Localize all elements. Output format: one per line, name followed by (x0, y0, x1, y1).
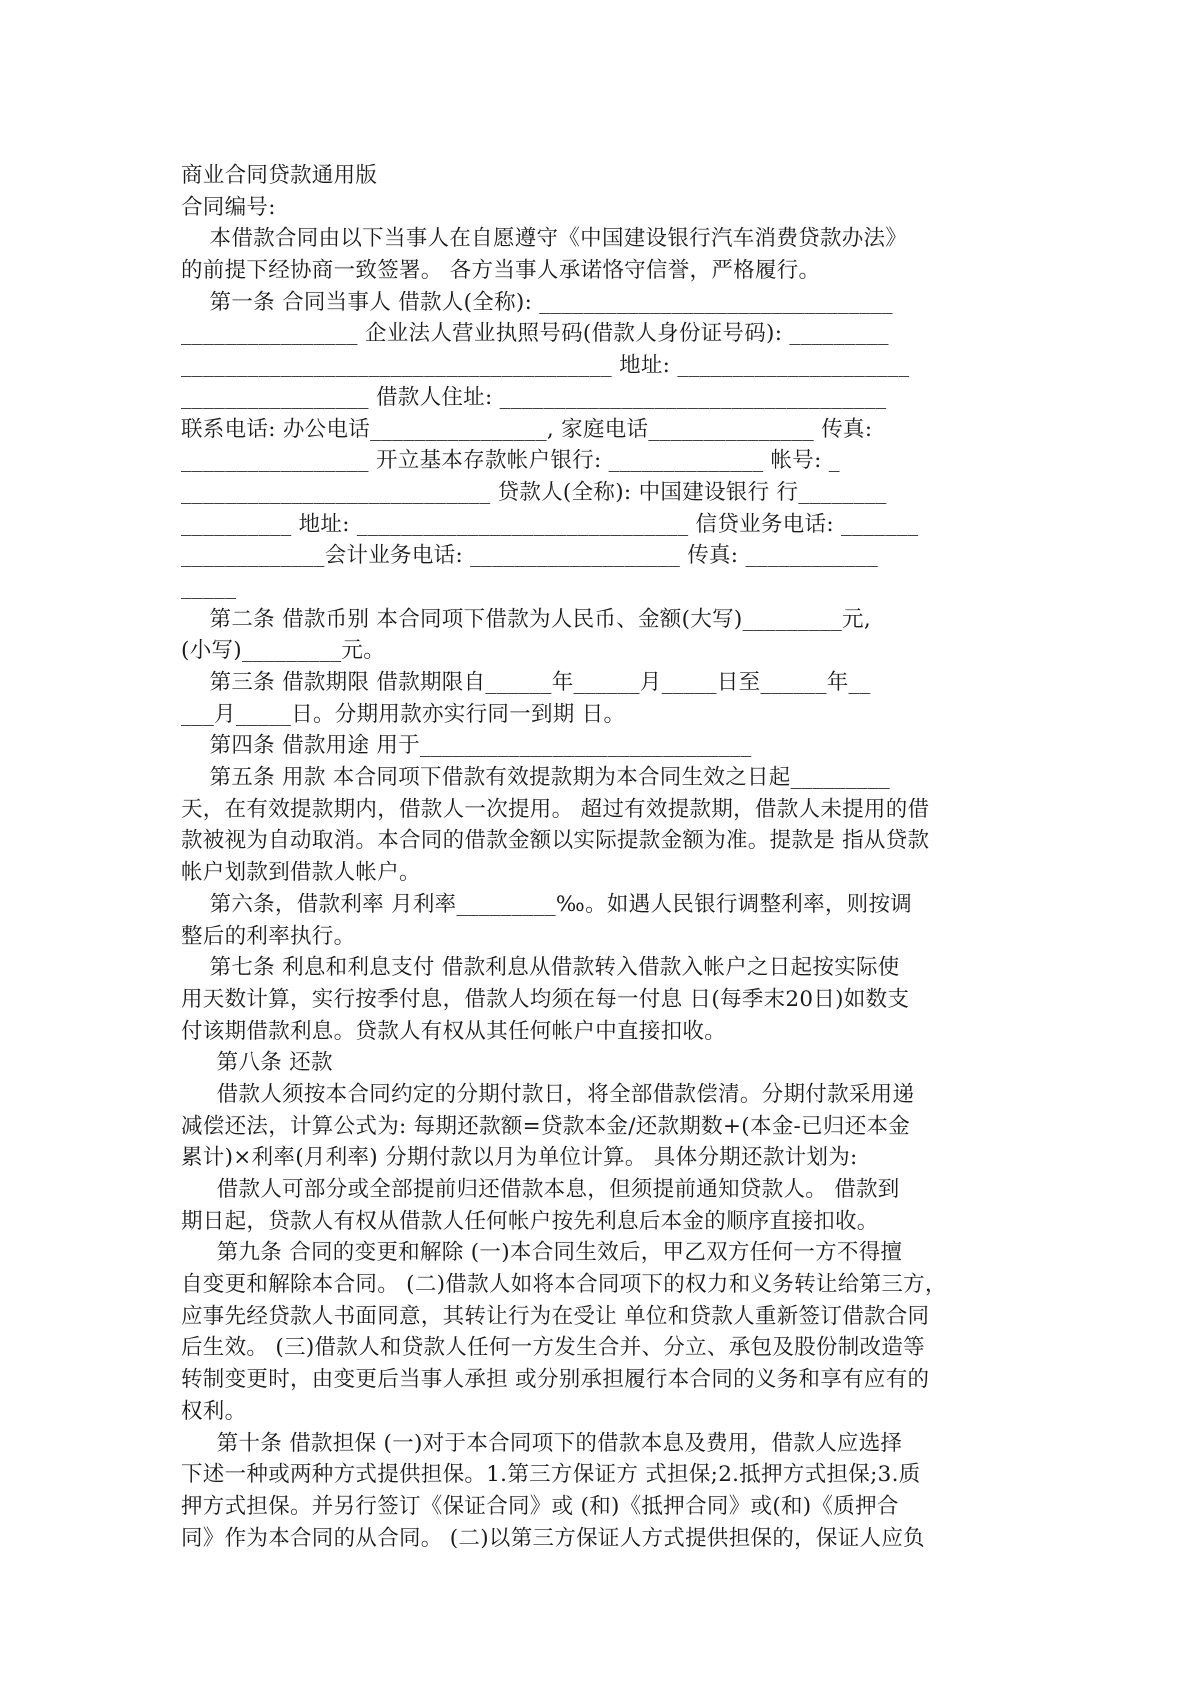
article-10-heading-line: 第十条 借款担保 (一)对于本合同项下的借款本息及费用，借款人应选择 (181, 1430, 903, 1456)
contract-document (181, 160, 1013, 1554)
article-5-heading-line: 第五条 用款 本合同项下借款有效提款期为本合同生效之日起_________ (181, 765, 891, 791)
article-6-heading-line: 第六条，借款利率 月利率_________‰。如遇人民银行调整利率，则按调 (181, 891, 913, 917)
text-line: 后生效。 (三)借款人和贷款人任何一方发生合并、分立、承包及股份制改造等 (181, 1335, 925, 1361)
article-3-heading-line: 第三条 借款期限 借款期限自______年______月_____日至______年__ (181, 670, 871, 695)
article-7-heading-line: 第七条 利息和利息支付 借款利息从借款转入借款入帐户之日起按实际使 (181, 955, 900, 981)
text-line: 权利。 (181, 1398, 247, 1424)
text-line: 的前提下经协商一致签署。 各方当事人承诺恪守信誉，严格履行。 (181, 258, 821, 284)
text-line: (小写)_________元。 (181, 638, 386, 664)
text-line: _____________会计业务电话: ___________________ 传真: ____________ (181, 543, 879, 569)
contract-number-label: 合同编号: (181, 194, 276, 220)
text-line: 押方式担保。并另行签订《保证合同》或 (和)《抵押合同》或(和)《质押合 (181, 1493, 899, 1519)
text-line: _____ (181, 574, 237, 600)
text-line: _________________ 开立基本存款帐户银行: ______________ 帐号: _ (181, 448, 840, 474)
text-line: 款被视为自动取消。本合同的借款金额以实际提款金额为准。提款是 指从贷款 (181, 828, 930, 854)
text-line: 帐户划款到借款人帐户。 (181, 860, 421, 886)
article-8-heading-line: 第八条 还款 (181, 1050, 333, 1076)
article-1-heading-line: 第一条 合同当事人 借款人(全称): ________________________________ (181, 289, 893, 315)
text-line: 借款人须按本合同约定的分期付款日，将全部借款偿清。分期付款采用递 (181, 1081, 915, 1107)
text-line: _______________________________________ 地址: _____________________ (181, 353, 910, 379)
text-line: ____________________________ 贷款人(全称): 中国建设银行 行________ (181, 479, 887, 505)
text-line: 下述一种或两种方式提供担保。1.第三方保证方 式担保;2.抵押方式担保;3.质 (181, 1462, 921, 1488)
text-line: 整后的利率执行。 (181, 923, 356, 949)
text-line: ___月_____日。分期用款亦实行同一到期 日。 (181, 701, 626, 727)
document-title: 商业合同贷款通用版 (181, 163, 378, 188)
text-line: 应事先经贷款人书面同意，其转让行为在受让 单位和贷款人重新签订借款合同 (181, 1303, 930, 1329)
text-line: 付该期借款利息。贷款人有权从其任何帐户中直接扣收。 (181, 1018, 727, 1044)
text-line: _________________ 借款人住址: ___________________________________ (181, 384, 887, 410)
text-line: 减偿还法，计算公式为: 每期还款额=贷款本金/还款期数+(本金-已归还本金 (181, 1113, 911, 1139)
article-9-heading-line: 第九条 合同的变更和解除 (一)本合同生效后，甲乙双方任何一方不得擅 (181, 1240, 903, 1266)
text-line: 累计)×利率(月利率) 分期付款以月为单位计算。 具体分期还款计划为: (181, 1145, 858, 1171)
text-line: 转制变更时，由变更后当事人承担 或分别承担履行本合同的义务和享有应有的 (181, 1367, 930, 1393)
article-4-heading-line: 第四条 借款用途 用于______________________________ (181, 733, 752, 759)
text-line: 本借款合同由以下当事人在自愿遵守《中国建设银行汽车消费贷款办法》 (181, 226, 908, 252)
text-line: 用天数计算，实行按季付息，借款人均须在每一付息 日(每季末20日)如数支 (181, 986, 910, 1012)
text-line: 联系电话: 办公电话________________, 家庭电话_______________ 传真: (181, 416, 873, 442)
text-line: 自变更和解除本合同。 (二)借款人如将本合同项下的权力和义务转让给第三方， (181, 1272, 947, 1298)
text-line: 借款人可部分或全部提前归还借款本息，但须提前通知贷款人。 借款到 (181, 1177, 900, 1202)
article-2-heading-line: 第二条 借款币别 本合同项下借款为人民币、金额(大写)_________元, (181, 606, 871, 632)
text-line: 同》作为本合同的从合同。 (二)以第三方保证人方式提供担保的，保证人应负 (181, 1525, 925, 1551)
text-line: ________________ 企业法人营业执照号码(借款人身份证号码): _________ (181, 321, 889, 347)
text-line: __________ 地址: ______________________________ 信贷业务电话: _______ (181, 511, 919, 537)
text-line: 天，在有效提款期内，借款人一次提用。 超过有效提款期，借款人未提用的借 (181, 796, 930, 822)
text-line: 期日起，贷款人有权从借款人任何帐户按先利息后本金的顺序直接扣收。 (181, 1208, 879, 1234)
